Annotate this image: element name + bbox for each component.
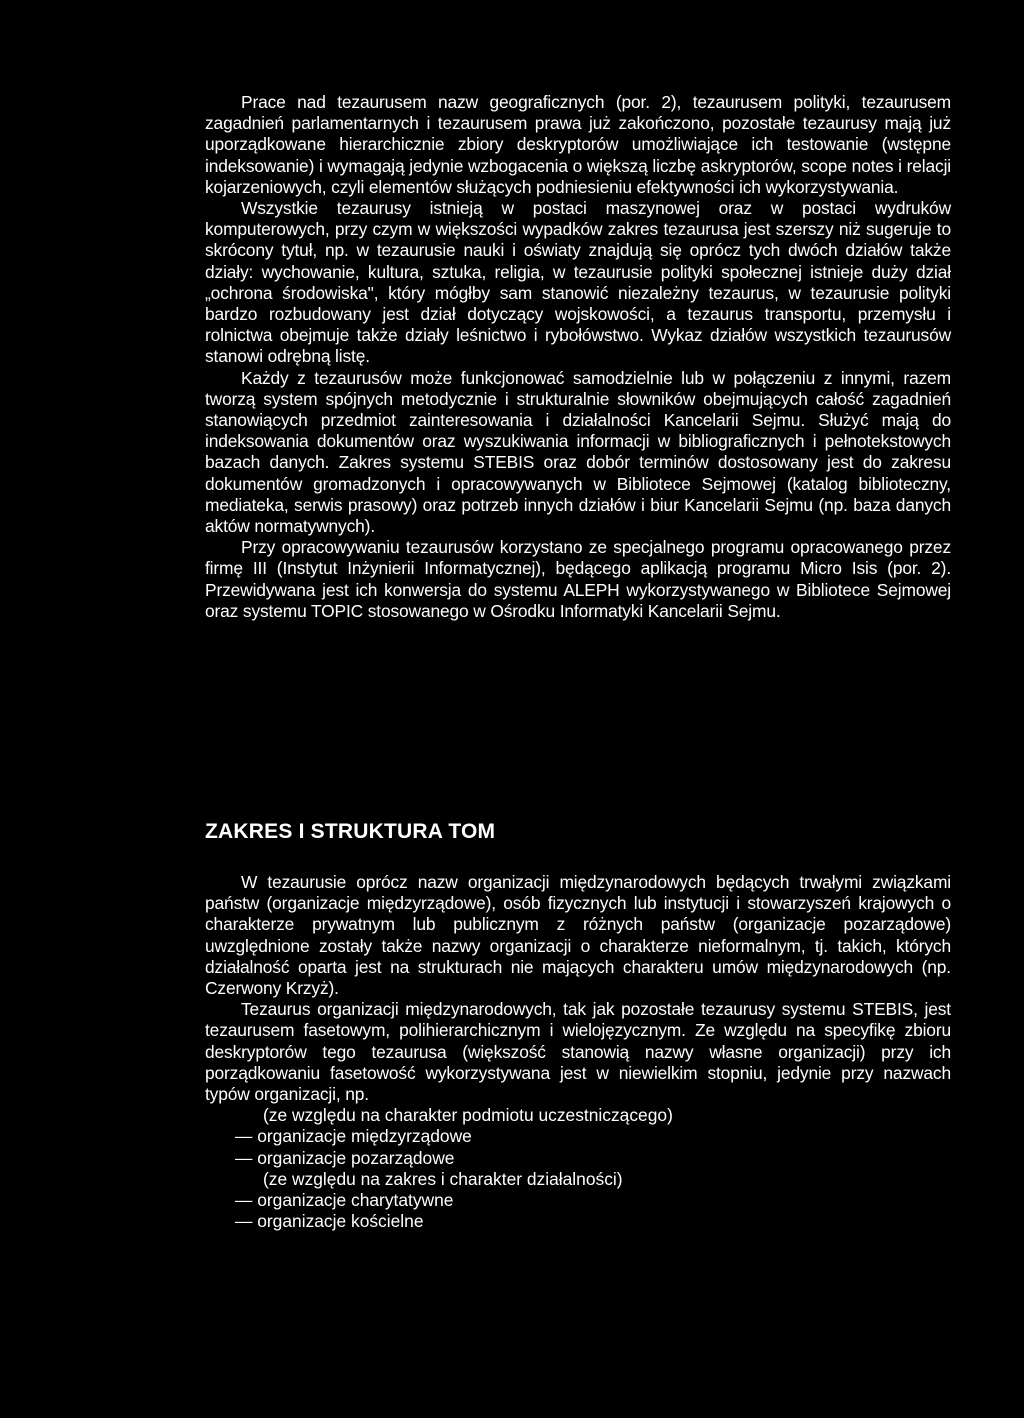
example-list-item: — organizacje charytatywne bbox=[235, 1190, 454, 1211]
paragraph-structure: Tezaurus organizacji międzynarodowych, tak jak pozostałe tezaurusy systemu STEBIS, jest tezaurusem fasetowym, polihierarchicznym i wielojęzycznym. Ze względu na specyfikę zbioru deskryptorów tego tezaurusa (większość stanowią nazwy własne organizacji) przy ich porządkowaniu fasetowość wykorzystywana jest w niewielkim stopniu, jedynie przy nazwach typów organizacji, np. bbox=[205, 999, 951, 1105]
document-page bbox=[205, 92, 951, 1232]
example-list-item: — organizacje międzyrządowe bbox=[235, 1126, 472, 1147]
example-list-item: — organizacje pozarządowe bbox=[235, 1147, 455, 1168]
example-group-heading: (ze względu na charakter podmiotu uczestniczącego) bbox=[263, 1105, 673, 1126]
paragraph-scope: W tezaurusie oprócz nazw organizacji międzynarodowych będących trwałymi związkami państw (organizacje międzyrządowe), osób fizycznych lub instytucji i stowarzyszeń krajowych o charakterze prywatnym lub publicznym z różnych państw (organizacje pozarządowe) uwzględnione zostały także nazwy organizacji o charakterze nieformalnym, tj. takich, których działalność oparta jest na strukturach nie mających charakteru umów międzynarodowych (np. Czerwony Krzyż). bbox=[205, 872, 951, 999]
paragraph-thesauri-software: Przy opracowywaniu tezaurusów korzystano ze specjalnego programu opracowanego przez firmę III (Instytut Inżynierii Informatycznej), będącego aplikacją programu Micro Isis (por. 2). Przewidywana jest ich konwersja do systemu ALEPH wykorzystywanego w Bibliotece Sejmowej oraz systemu TOPIC stosowanego w Ośrodku Informatyki Kancelarii Sejmu. bbox=[205, 537, 951, 621]
paragraph-thesauri-forms: Wszystkie tezaurusy istnieją w postaci maszynowej oraz w postaci wydruków komputerowych, przy czym w większości wypadków zakres tezaurusa jest szerszy niż sugeruje to skrócony tytuł, np. w tezaurusie nauki i oświaty znajdują się oprócz tych dwóch działów także działy: wychowanie, kultura, sztuka, religia, w tezaurusie polityki społecznej istnieje duży dział „ochrona środowiska", który mógłby sam stanowić niezależny tezaurus, w tezaurusie polityki bardzo rozbudowany jest dział dotyczący wojskowości, a tezaurus transportu, przemysłu i rolnictwa obejmuje także działy leśnictwo i rybołówstwo. Wykaz działów wszystkich tezaurusów stanowi odrębną listę. bbox=[205, 198, 951, 367]
section-body bbox=[205, 872, 951, 1232]
paragraph-thesauri-system: Każdy z tezaurusów może funkcjonować samodzielnie lub w połączeniu z innymi, razem tworzą system spójnych metodycznie i strukturalnie słowników obejmujących całość zagadnień stanowiących przedmiot zainteresowania i działalności Kancelarii Sejmu. Służyć mają do indeksowania dokumentów oraz wyszukiwania informacji w bibliograficznych i pełnotekstowych bazach danych. Zakres systemu STEBIS oraz dobór terminów dostosowany jest do zakresu dokumentów gromadzonych i opracowywanych w Bibliotece Sejmowej (katalog biblioteczny, mediateka, serwis prasowy) oraz potrzeb innych działów i biur Kancelarii Sejmu (np. baza danych aktów normatywnych). bbox=[205, 367, 951, 537]
section-heading: ZAKRES I STRUKTURA TOM bbox=[205, 820, 496, 843]
example-group-heading: (ze względu na zakres i charakter działalności) bbox=[263, 1168, 623, 1189]
paragraph-thesauri-progress: Prace nad tezaurusem nazw geograficznych (por. 2), tezaurusem polityki, tezaurusem zagadnień parlamentarnych i tezaurusem prawa już zakończono, pozostałe tezaurusy mają już uporządkowane hierarchicznie zbiory deskryptorów umożliwiające ich testowanie (wstępne indeksowanie) i wymagają jedynie wzbogacenia o większą liczbę askryptorów, scope notes i relacji kojarzeniowych, czyli elementów służących podniesieniu efektywności ich wykorzystywania. bbox=[205, 92, 951, 197]
example-list-item: — organizacje kościelne bbox=[235, 1211, 424, 1232]
